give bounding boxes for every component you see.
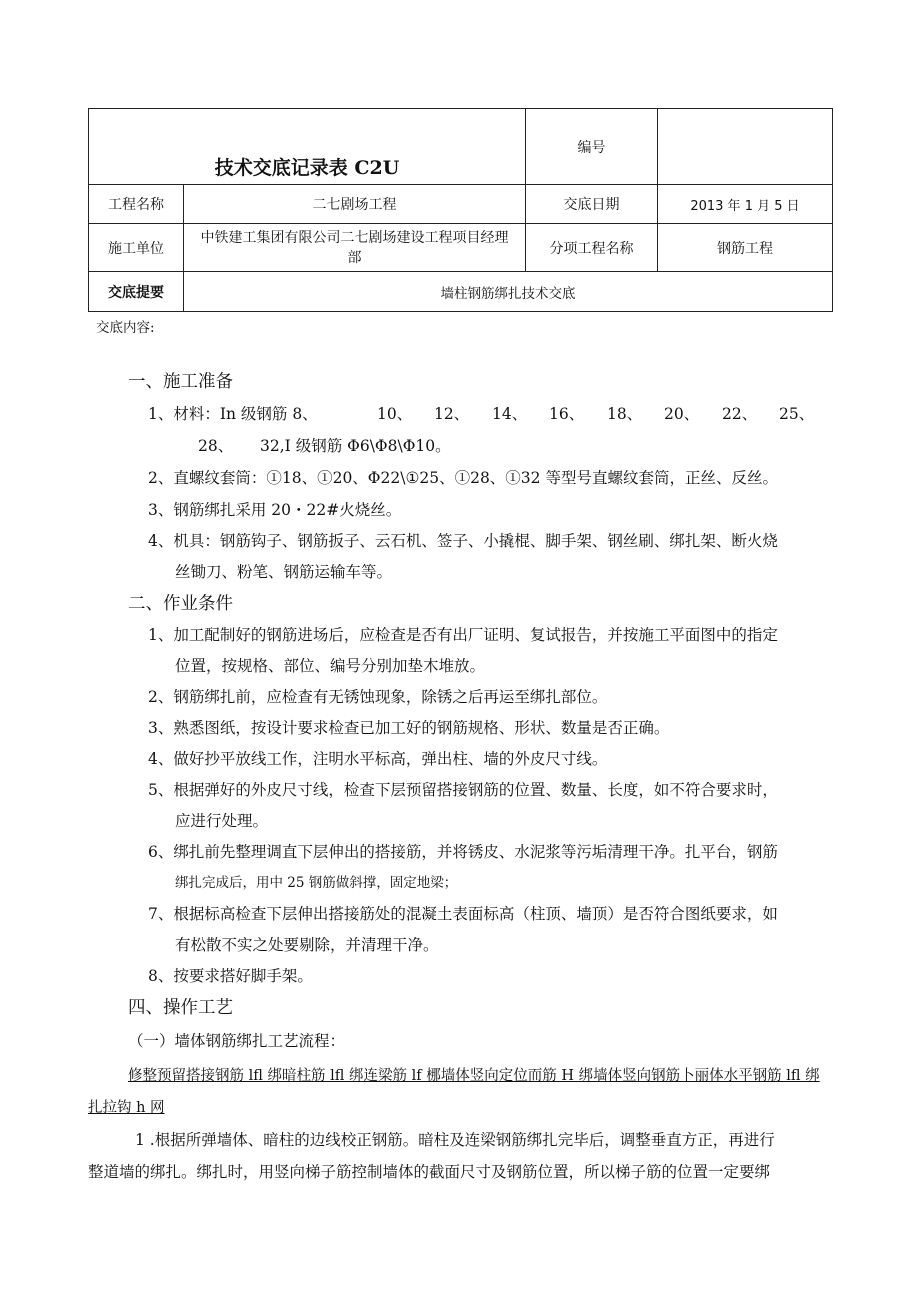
project-name-label: 工程名称 xyxy=(89,185,184,224)
size-12: 12、 xyxy=(434,405,470,423)
size-18: 18、 xyxy=(607,405,643,423)
process-flow-line-1: 修整预留搭接钢筋 lfl 绑暗柱筋 lfl 绑连梁筋 lf 梛墙体竖向定位而筋 H 绑墙体竖向钢筋卜丽体水平钢筋 lfl 绑 xyxy=(128,1068,820,1084)
s2-item-7-line-2: 有松散不实之处要剔除，并清理干净。 xyxy=(175,936,439,954)
number-label: 编号 xyxy=(526,109,658,185)
s2-item-7-line-1: 7、根据标高检查下层伸出搭接筋处的混凝土表面标高（柱顶、墙顶）是否符合图纸要求，如 xyxy=(148,905,778,923)
s2-item-6-line-2: 绑扎完成后，用中 25 钢筋做斜撑，固定地梁； xyxy=(175,875,458,891)
s2-item-6-line-1: 6、绑扎前先整理调直下层伸出的搭接筋，并将锈皮、水泥浆等污垢清理干净。扎平台，钢筋 xyxy=(148,843,778,861)
s2-item-4: 4、做好抄平放线工作，注明水平标高，弹出柱、墙的外皮尺寸线。 xyxy=(148,750,608,768)
size-25: 25、 xyxy=(779,405,815,423)
unit-line-2: 部 xyxy=(347,249,362,266)
date-value: 2013 年 1 月 5 日 xyxy=(658,185,833,224)
sub-label: 分项工程名称 xyxy=(526,224,658,272)
size-16: 16、 xyxy=(549,405,585,423)
unit-label: 施工单位 xyxy=(89,224,184,272)
s1-item-1-label: 1、材料：In 级钢筋 8、 xyxy=(148,405,318,423)
s4-para-1-line-2: 整道墙的绑扎。绑扎时，用竖向梯子筋控制墙体的截面尺寸及钢筋位置，所以梯子筋的位置一定要绑 xyxy=(88,1163,771,1181)
s1-item-2: 2、直螺纹套筒：①18、①20、Φ22\①25、①28、①32 等型号直螺纹套筒，正丝、反丝。 xyxy=(148,469,778,487)
header-table xyxy=(88,108,833,312)
project-name-value: 二七剧场工程 xyxy=(184,185,526,224)
sub-value: 钢筋工程 xyxy=(658,224,833,272)
s2-item-1-line-1: 1、加工配制好的钢筋进场后，应检查是否有出厂证明、复试报告，并按施工平面图中的指定 xyxy=(148,626,778,644)
content-label: 交底内容: xyxy=(96,320,155,336)
section-2-title: 二、作业条件 xyxy=(128,594,233,614)
number-value xyxy=(658,109,833,185)
size-10: 10、 xyxy=(377,405,413,423)
s2-item-5-line-2: 应进行处理。 xyxy=(175,812,269,830)
s1-item-1-line-2b: 32,I 级钢筋 Φ6\Φ8\Φ10。 xyxy=(260,437,451,455)
s1-item-1-line-2a: 28、 xyxy=(198,437,234,455)
size-20: 20、 xyxy=(664,405,700,423)
s2-item-5-line-1: 5、根据弹好的外皮尺寸线，检查下层预留搭接钢筋的位置、数量、长度，如不符合要求时， xyxy=(148,781,778,799)
date-label: 交底日期 xyxy=(526,185,658,224)
page-title: 技术交底记录表 C2U xyxy=(214,157,400,179)
s1-item-3: 3、钢筋绑扎采用 20・22#火烧丝。 xyxy=(148,501,402,519)
size-22: 22、 xyxy=(722,405,758,423)
unit-value xyxy=(184,224,526,272)
section-4-title: 四、操作工艺 xyxy=(128,998,233,1018)
s1-item-4-line-2: 丝锄刀、粉笔、钢筋运输车等。 xyxy=(175,563,393,581)
section-1-title: 一、施工准备 xyxy=(128,372,233,392)
s1-item-4-line-1: 4、机具：钢筋钩子、钢筋扳子、云石机、签子、小撬棍、脚手架、钢丝刷、绑扎架、断火烧 xyxy=(148,532,778,550)
title-cell xyxy=(89,109,526,185)
s2-item-1-line-2: 位置，按规格、部位、编号分别加垫木堆放。 xyxy=(175,657,486,675)
s2-item-2: 2、钢筋绑扎前，应检查有无锈蚀现象，除锈之后再运至绑扎部位。 xyxy=(148,688,608,706)
unit-line-1: 中铁建工集团有限公司二七剧场建设工程项目经理 xyxy=(200,229,509,246)
summary-value: 墙柱钢筋绑扎技术交底 xyxy=(184,272,833,312)
s2-item-3: 3、熟悉图纸，按设计要求检查已加工好的钢筋规格、形状、数量是否正确。 xyxy=(148,719,670,737)
s1-item-1-line-1 xyxy=(148,402,814,424)
summary-label: 交底提要 xyxy=(89,272,184,312)
s4-sub-1: （一）墙体钢筋绑扎工艺流程： xyxy=(128,1032,346,1050)
process-flow-line-2: 扎拉钩 h 网 xyxy=(88,1100,165,1116)
s4-para-1-line-1: 1 .根据所弹墙体、暗柱的边线校正钢筋。暗柱及连梁钢筋绑扎完毕后，调整垂直方正，再进行 xyxy=(135,1131,775,1149)
s2-item-8: 8、按要求搭好脚手架。 xyxy=(148,967,313,985)
size-14: 14、 xyxy=(492,405,528,423)
